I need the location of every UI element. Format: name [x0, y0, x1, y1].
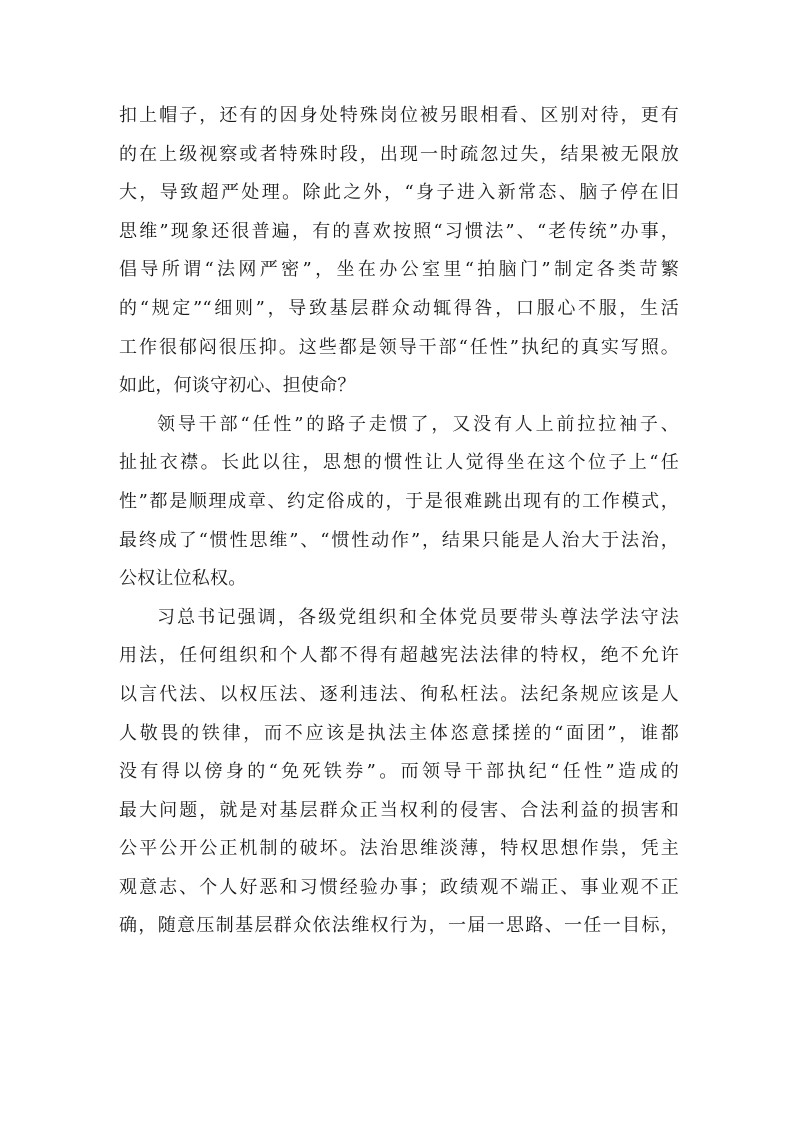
text-line: 扯扯衣襟。长此以往，思想的惯性让人觉得坐在这个位子上“任 [119, 452, 679, 474]
text-line: 领导干部“任性”的路子走惯了，又没有人上前拉拉袖子、 [157, 413, 679, 435]
text-line: 公权让位私权。 [119, 568, 247, 590]
text-line: 最终成了“惯性思维”、“惯性动作”，结果只能是人治大于法治， [119, 529, 679, 551]
text-line: 最大问题，就是对基层群众正当权利的侵害、合法利益的损害和 [119, 799, 679, 821]
text-line: 以言代法、以权压法、逐利违法、徇私枉法。法纪条规应该是人 [119, 683, 679, 705]
text-line: 观意志、个人好恶和习惯经验办事；政绩观不端正、事业观不正 [119, 876, 679, 898]
text-line: 工作很郁闷很压抑。这些都是领导干部“任性”执纪的真实写照。 [119, 336, 679, 358]
text-line: 没有得以傍身的“免死铁券”。而领导干部执纪“任性”造成的 [119, 761, 679, 783]
text-line: 如此，何谈守初心、担使命？ [119, 375, 356, 397]
text-line: 公平公开公正机制的破坏。法治思维淡薄，特权思想作祟，凭主 [119, 838, 679, 860]
text-line: 确，随意压制基层群众依法维权行为，一届一思路、一任一目标， [119, 915, 679, 937]
text-line: 扣上帽子，还有的因身处特殊岗位被另眼相看、区别对待，更有 [119, 105, 679, 126]
text-line: 的在上级视察或者特殊时段，出现一时疏忽过失，结果被无限放 [119, 143, 679, 165]
text-line: 习总书记强调，各级党组织和全体党员要带头尊法学法守法 [157, 606, 679, 628]
body-text [119, 97, 679, 946]
text-line: 性”都是顺理成章、约定俗成的，于是很难跳出现有的工作模式， [119, 490, 679, 512]
text-line: 思维”现象还很普遍，有的喜欢按照“习惯法”、“老传统”办事， [119, 220, 679, 242]
text-line: 倡导所谓“法网严密”，坐在办公室里“拍脑门”制定各类苛繁 [119, 259, 679, 281]
text-line: 大，导致超严处理。除此之外，“身子进入新常态、脑子停在旧 [119, 182, 679, 204]
text-line: 的“规定”“细则”，导致基层群众动辄得咎，口服心不服，生活 [119, 297, 679, 319]
text-line: 用法，任何组织和个人都不得有超越宪法法律的特权，绝不允许 [119, 645, 679, 667]
text-line: 人敬畏的铁律，而不应该是执法主体恣意揉搓的“面团”，谁都 [119, 722, 679, 744]
